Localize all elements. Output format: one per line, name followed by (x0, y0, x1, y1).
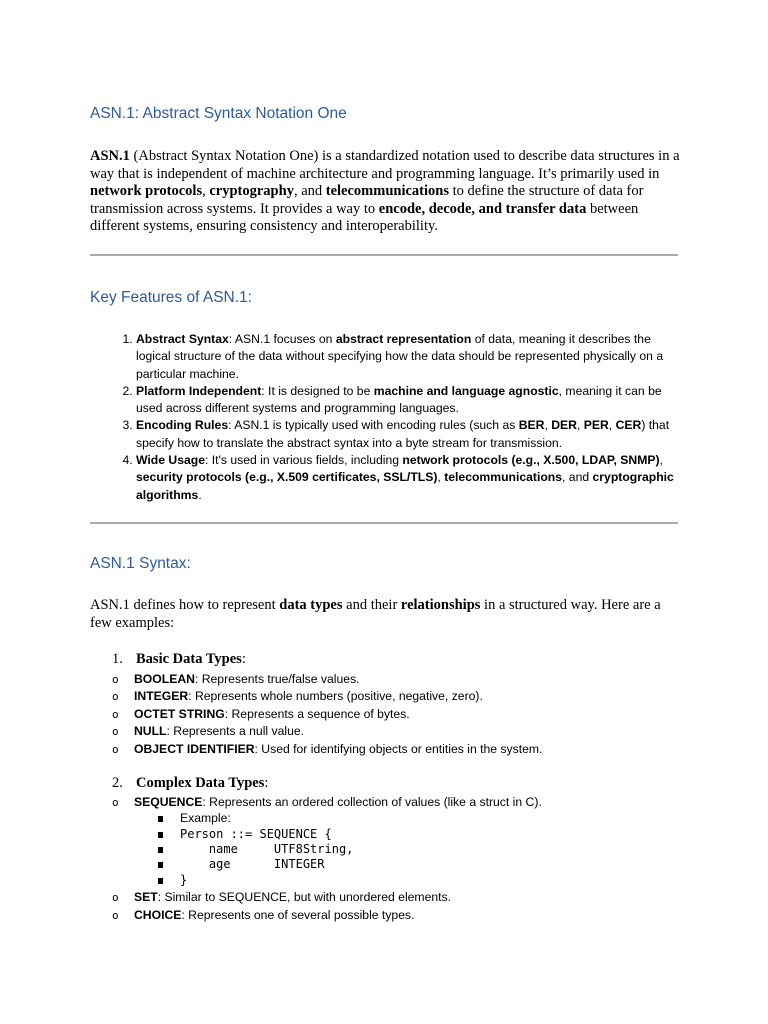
basic-types-list (90, 671, 678, 759)
basic-types-title: Basic Data Types (136, 651, 242, 667)
example-list (134, 811, 678, 888)
divider-1 (90, 254, 678, 256)
complex-types-list (90, 794, 678, 925)
feature-item: 2. Platform Independent: It is designed to be machine and language agnostic, meaning it can be used across different systems and programming languages. (136, 383, 678, 418)
intro-paragraph: ASN.1 (Abstract Syntax Notation One) is a standardized notation used to describe data structures in a way that is independent of machine architecture and programming language. It’s primarily used in network protocols, cryptography, and telecommunications to define the structure of data for transmission across systems. It provides a way to encode, decode, and transfer data between different systems, ensuring consistency and interoperability. (90, 148, 680, 235)
list-item: o OCTET STRING: Represents a sequence of bytes. (112, 706, 410, 721)
list-item: o INTEGER: Represents whole numbers (positive, negative, zero). (112, 689, 483, 704)
list-item: o CHOICE: Represents one of several possible types. (112, 907, 415, 922)
list-item: o SET: Similar to SEQUENCE, but with unordered elements. (112, 890, 452, 905)
features-heading: Key Features of ASN.1: (90, 289, 252, 306)
code-line: name UTF8String, (180, 842, 678, 857)
code-line: Person ::= SEQUENCE { (180, 827, 678, 842)
list-item: o BOOLEAN: Represents true/false values. (112, 671, 360, 686)
example-label: Example: (180, 811, 678, 826)
feature-item: 1. Abstract Syntax: ASN.1 focuses on abstract representation of data, meaning it describes the logical structure of the data without specifying how the data should be represented physically on a particular machine. (136, 331, 678, 383)
complex-types-section: 2. Complex Data Types: o SEQUENCE: Represents an ordered collection of values (like a struct in C). Example: Person ::= SEQUENCE { name UTF8String, age INTEGER } o SET: Similar to SEQUENCE, but with unordered elements. o CHOICE: Represents one of several possible types. (90, 775, 678, 924)
feature-item: 3. Encoding Rules: ASN.1 is typically used with encoding rules (such as BER, DER, PER, CER) that specify how to translate the abstract syntax into a byte stream for transmission. (136, 417, 678, 452)
list-number: 2. (112, 775, 123, 791)
features-list (90, 331, 678, 504)
list-item: o NULL: Represents a null value. (112, 724, 305, 739)
complex-types-title: Complex Data Types (136, 775, 265, 791)
feature-item: 4. Wide Usage: It's used in various fields, including network protocols (e.g., X.500, LDAP, SNMP), security protocols (e.g., X.509 certificates, SSL/TLS), telecommunications, and cryptographic algorithms. (136, 452, 678, 504)
list-item: o SEQUENCE: Represents an ordered collection of values (like a struct in C). Example: Person ::= SEQUENCE { name UTF8String, age INTEGER } (134, 794, 678, 889)
basic-types-section: 1. Basic Data Types: o BOOLEAN: Represents true/false values. o INTEGER: Represents whole numbers (positive, negative, zero). o OCTET STRING: Represents a sequence of bytes. o NULL: Represents a null value. o OBJECT IDENTIFIER: Used for identifying objects or entities in the system. (90, 651, 678, 759)
code-line: age INTEGER (180, 857, 678, 872)
code-line: } (180, 873, 678, 888)
document-title: ASN.1: Abstract Syntax Notation One (90, 105, 347, 122)
syntax-heading: ASN.1 Syntax: (90, 555, 191, 572)
list-item: o OBJECT IDENTIFIER: Used for identifying objects or entities in the system. (112, 741, 543, 756)
divider-2 (90, 522, 678, 524)
list-number: 1. (112, 651, 123, 667)
syntax-intro: ASN.1 defines how to represent data types and their relationships in a structured way. Here are a few examples: (90, 597, 661, 631)
